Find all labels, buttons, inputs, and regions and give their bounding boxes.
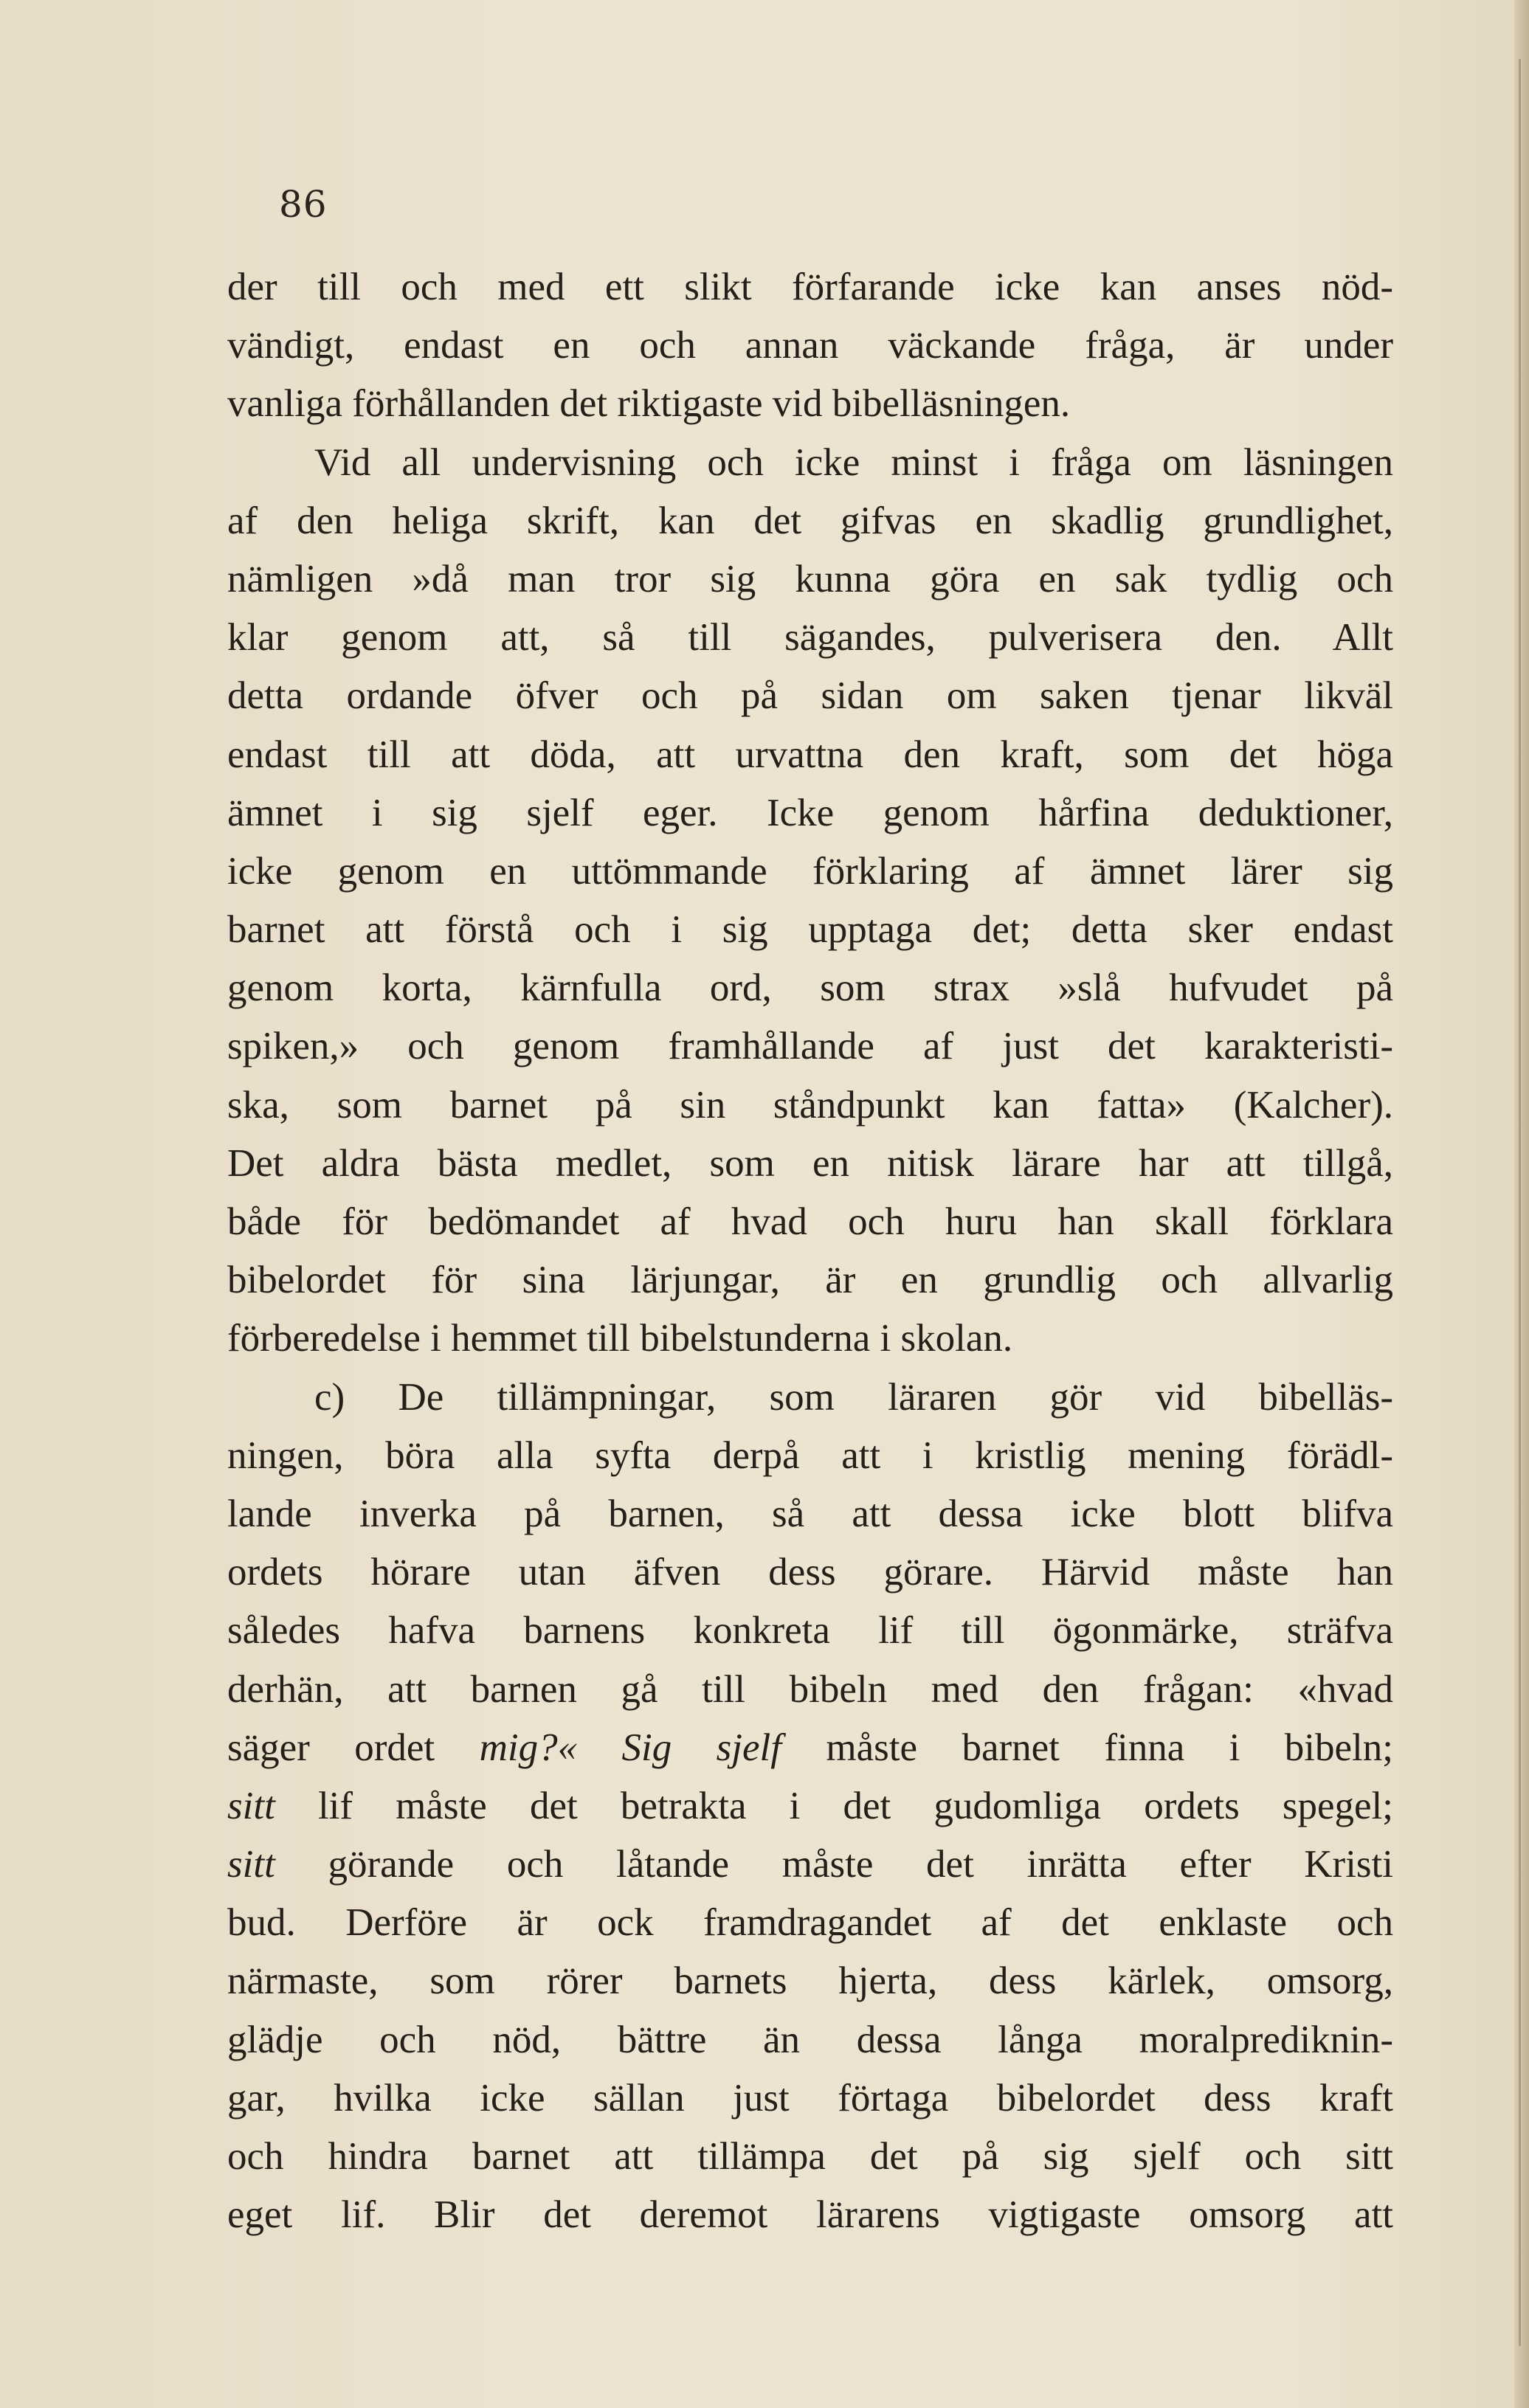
text-line: barnet att förstå och i sig upptaga det; detta sker endast	[227, 908, 1393, 952]
text-run: måste barnet finna i bibeln;	[781, 1726, 1393, 1769]
text-line: vändigt, endast en och annan väckande fråga, är under	[227, 324, 1393, 367]
text-line: vanliga förhållanden det riktigaste vid bibelläsningen.	[227, 382, 1071, 426]
text-line: Det aldra bästa medlet, som en nitisk lärare har att tillgå,	[227, 1141, 1393, 1185]
text-line: ningen, böra alla syfta derpå att i kristlig mening förädl-	[227, 1433, 1393, 1477]
text-line: gar, hvilka icke sällan just förtaga bibelordet dess kraft	[227, 2076, 1393, 2120]
text-run	[577, 1726, 621, 1769]
text-line: klar genom att, så till sägandes, pulverisera den. Allt	[227, 616, 1393, 660]
text-line: ordets hörare utan äfven dess görare. Härvid måste han	[227, 1551, 1393, 1594]
text-line: glädje och nöd, bättre än dessa långa moralprediknin-	[227, 2018, 1393, 2061]
text-line	[227, 1777, 1393, 1836]
text-line	[227, 1719, 1393, 1777]
text-line: ska, som barnet på sin ståndpunkt kan fatta» (Kalcher).	[227, 1083, 1393, 1127]
text-line	[227, 1836, 1393, 1894]
page-edge-shadow	[1514, 0, 1529, 2408]
text-line: nämligen »då man tror sig kunna göra en sak tydlig och	[227, 557, 1393, 601]
text-line: genom korta, kärnfulla ord, som strax »slå hufvudet på	[227, 966, 1393, 1010]
text-line: detta ordande öfver och på sidan om saken tjenar likväl	[227, 674, 1393, 718]
text-line: eget lif. Blir det deremot lärarens vigtigaste omsorg att	[227, 2193, 1393, 2237]
text-line: bud. Derföre är ock framdragandet af det enklaste och	[227, 1901, 1393, 1945]
text-line: icke genom en uttömmande förklaring af ämnet lärer sig	[227, 849, 1393, 893]
text-line: endast till att döda, att urvattna den kraft, som det höga	[227, 733, 1393, 776]
text-line: närmaste, som rörer barnets hjerta, dess kärlek, omsorg,	[227, 1959, 1393, 2003]
text-line: spiken,» och genom framhållande af just det karakteristi-	[227, 1025, 1393, 1068]
text-line: c) De tillämpningar, som läraren gör vid bibelläs-	[314, 1375, 1393, 1419]
page-number: 86	[279, 183, 328, 226]
italic-text: Sig sjelf	[621, 1726, 781, 1769]
text-line: bibelordet för sina lärjungar, är en grundlig och allvarlig	[227, 1259, 1393, 1302]
body-text	[227, 258, 1393, 2244]
text-run: görande och låtande måste det inrätta efter Kristi	[275, 1843, 1393, 1886]
text-run: säger ordet	[227, 1726, 480, 1769]
text-line: lande inverka på barnen, så att dessa icke blott blifva	[227, 1492, 1393, 1535]
text-run: lif måste det betrakta i det gudomliga ordets spegel;	[275, 1784, 1393, 1827]
italic-text: sitt	[227, 1843, 275, 1886]
text-line: och hindra barnet att tillämpa det på sig sjelf och sitt	[227, 2135, 1393, 2178]
page-edge-line	[1519, 59, 1521, 2346]
text-line: ämnet i sig sjelf eger. Icke genom hårfina deduktioner,	[227, 791, 1393, 834]
text-line: förberedelse i hemmet till bibelstunderna i skolan.	[227, 1317, 1013, 1360]
text-line: af den heliga skrift, kan det gifvas en skadlig grundlighet,	[227, 499, 1393, 542]
italic-text: mig?«	[479, 1726, 578, 1769]
text-line: både för bedömandet af hvad och huru han skall förklara	[227, 1200, 1393, 1243]
text-line: der till och med ett slikt förfarande icke kan anses nöd-	[227, 266, 1393, 308]
italic-text: sitt	[227, 1784, 275, 1827]
text-line: således hafva barnens konkreta lif till ögonmärke, sträfva	[227, 1609, 1393, 1653]
text-line: derhän, att barnen gå till bibeln med den frågan: «hvad	[227, 1667, 1393, 1711]
text-line: Vid all undervisning och icke minst i fråga om läsningen	[314, 440, 1393, 484]
